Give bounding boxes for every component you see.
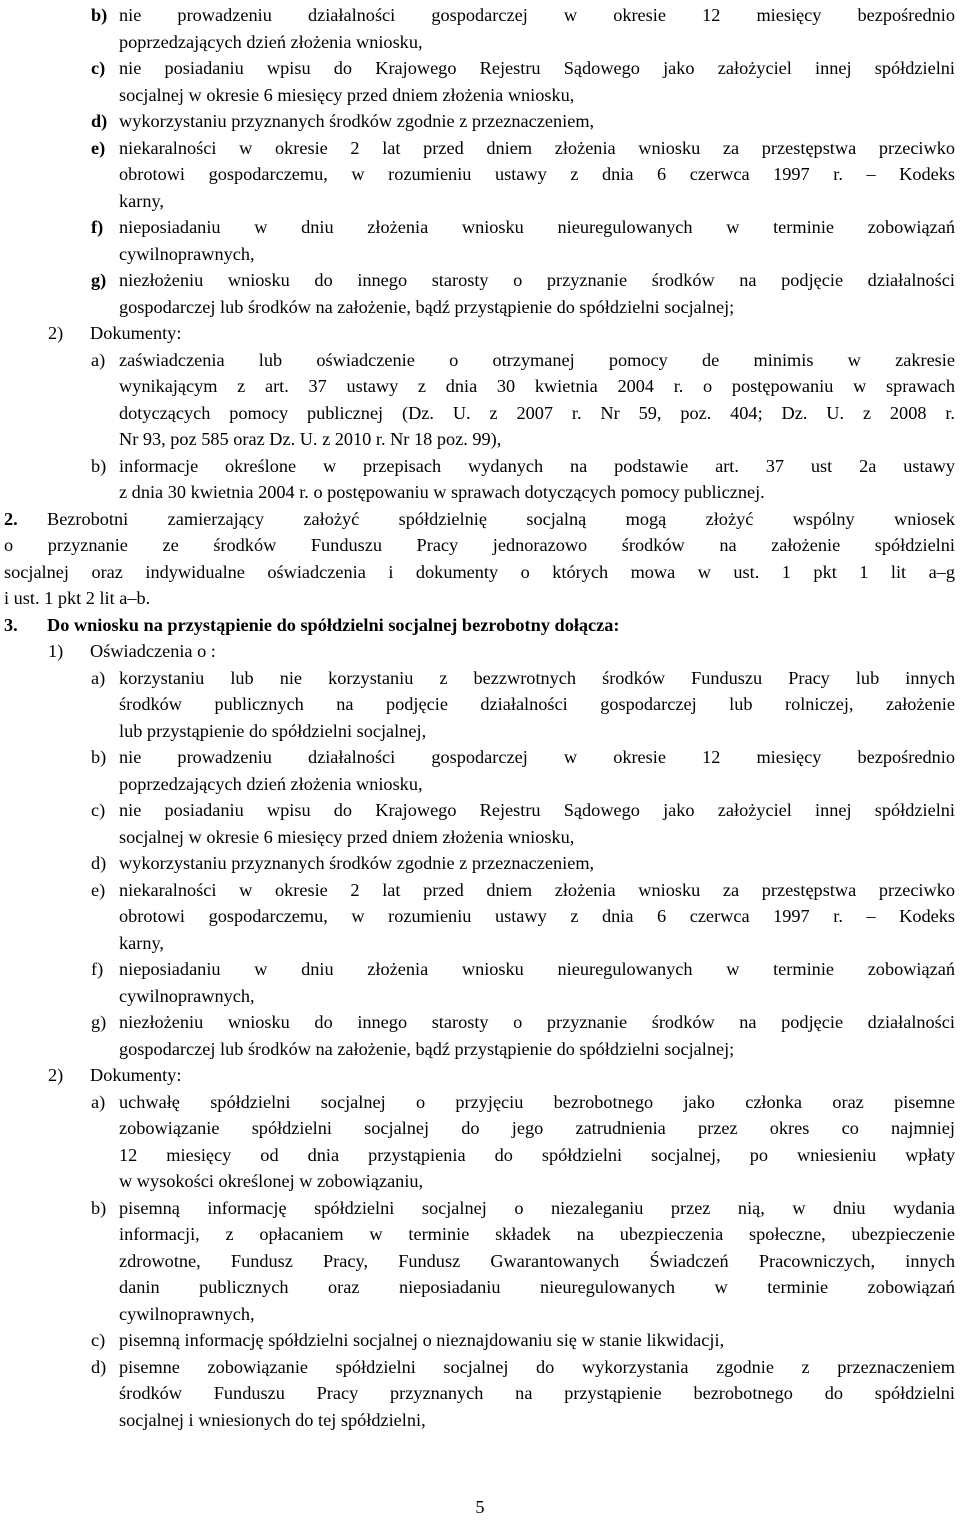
text-line: karny, [119, 191, 165, 211]
list-item-label: 2. [4, 509, 18, 529]
list-item-label: 1) [48, 641, 64, 661]
text-line: uchwałę spółdzielni socjalnej o przyjęciu bezrobotnego jako członka oraz pisemne [119, 1092, 955, 1112]
text-line: korzystaniu lub nie korzystaniu z bezzwrotnych środków Funduszu Pracy lub innych [119, 668, 955, 688]
text-line: zobowiązanie spółdzielni socjalnej do jego zatrudnienia przez okres co najmniej [119, 1118, 955, 1138]
text-line: 12 miesięcy od dnia przystąpienia do spółdzielni socjalnej, po wniesieniu wpłaty [119, 1145, 955, 1165]
list-item-label: c) [91, 58, 106, 78]
text-line: pisemne zobowiązanie spółdzielni socjalnej do wykorzystania zgodnie z przeznaczeniem [119, 1357, 955, 1377]
text-line: nie posiadaniu wpisu do Krajowego Rejestru Sądowego jako założyciel innej spółdzielni [119, 800, 955, 820]
text-line: poprzedzających dzień złożenia wniosku, [119, 774, 423, 794]
list-item-label: c) [91, 1330, 106, 1350]
text-line: gospodarczej lub środków na założenie, bądź przystąpienie do spółdzielni socjalnej; [119, 1039, 735, 1059]
list-item-label: g) [91, 270, 107, 290]
list-item-label: a) [91, 350, 106, 370]
list-item-label: d) [91, 853, 107, 873]
text-line: nie prowadzeniu działalności gospodarczej w okresie 12 miesięcy bezpośrednio [119, 5, 955, 25]
text-line: zaświadczenia lub oświadczenie o otrzymanej pomocy de minimis w zakresie [119, 350, 955, 370]
text-line: o przyznanie ze środków Funduszu Pracy jednorazowo środków na założenie spółdzielni [4, 535, 955, 555]
text-line: nie prowadzeniu działalności gospodarczej w okresie 12 miesięcy bezpośrednio [119, 747, 955, 767]
text-line: Dokumenty: [90, 1065, 182, 1085]
text-line: gospodarczej lub środków na założenie, bądź przystąpienie do spółdzielni socjalnej; [119, 297, 735, 317]
list-item-label: b) [91, 747, 107, 767]
page-number: 5 [475, 1497, 485, 1517]
text-line: wynikającym z art. 37 ustawy z dnia 30 kwietnia 2004 r. o postępowaniu w sprawach [119, 376, 955, 396]
text-line: Oświadczenia o : [90, 641, 216, 661]
text-line: Bezrobotni zamierzający założyć spółdzielnię socjalną mogą złożyć wspólny wniosek [47, 509, 955, 529]
text-line: obrotowi gospodarczemu, w rozumieniu ustawy z dnia 6 czerwca 1997 r. ‒ Kodeks [119, 906, 955, 926]
list-item-label: 2) [48, 1065, 64, 1085]
text-line: cywilnoprawnych, [119, 986, 255, 1006]
text-line: nie posiadaniu wpisu do Krajowego Rejestru Sądowego jako założyciel innej spółdzielni [119, 58, 955, 78]
list-item-label: g) [91, 1012, 107, 1032]
text-line: niezłożeniu wniosku do innego starosty o przyznanie środków na podjęcie działalności [119, 1012, 955, 1032]
list-item-label: 3. [4, 615, 18, 635]
text-line: socjalnej oraz indywidualne oświadczenia i dokumenty o których mowa w ust. 1 pkt 1 lit a‒g [4, 562, 955, 582]
list-item-label: f) [91, 217, 104, 237]
text-line: Do wniosku na przystąpienie do spółdzielni socjalnej bezrobotny dołącza: [47, 615, 620, 635]
text-line: informacje określone w przepisach wydanych na podstawie art. 37 ust 2a ustawy [119, 456, 955, 476]
text-line: środków publicznych na podjęcie działalności gospodarczej lub rolniczej, założenie [119, 694, 955, 714]
text-line: środków Funduszu Pracy przyznanych na przystąpienie bezrobotnego do spółdzielni [119, 1383, 955, 1403]
text-line: z dnia 30 kwietnia 2004 r. o postępowaniu w sprawach dotyczących pomocy publicznej. [119, 482, 765, 502]
list-item-label: 2) [48, 323, 64, 343]
text-line: Dokumenty: [90, 323, 182, 343]
text-line: nieposiadaniu w dniu złożenia wniosku nieuregulowanych w terminie zobowiązań [119, 217, 955, 237]
list-item-label: a) [91, 1092, 106, 1112]
text-line: cywilnoprawnych, [119, 1304, 255, 1324]
text-line: poprzedzających dzień złożenia wniosku, [119, 32, 423, 52]
text-line: nieposiadaniu w dniu złożenia wniosku nieuregulowanych w terminie zobowiązań [119, 959, 955, 979]
text-line: wykorzystaniu przyznanych środków zgodnie z przeznaczeniem, [119, 853, 595, 873]
list-item-label: f) [91, 959, 104, 979]
list-item-label: b) [91, 456, 107, 476]
list-item-label: c) [91, 800, 106, 820]
text-line: socjalnej w okresie 6 miesięcy przed dniem złożenia wniosku, [119, 85, 575, 105]
text-line: niekaralności w okresie 2 lat przed dniem złożenia wniosku za przestępstwa przeciwko [119, 880, 955, 900]
text-line: pisemną informację spółdzielni socjalnej o nieznajdowaniu się w stanie likwidacji, [119, 1330, 725, 1350]
text-line: cywilnoprawnych, [119, 244, 255, 264]
list-item-label: e) [91, 880, 106, 900]
text-line: informacji, z opłacaniem w terminie składek na ubezpieczenia społeczne, ubezpieczenie [119, 1224, 955, 1244]
text-line: niekaralności w okresie 2 lat przed dniem złożenia wniosku za przestępstwa przeciwko [119, 138, 955, 158]
list-item-label: d) [91, 111, 108, 131]
text-line: w wysokości określonej w zobowiązaniu, [119, 1171, 424, 1191]
list-item-label: a) [91, 668, 106, 688]
text-line: lub przystąpienie do spółdzielni socjalnej, [119, 721, 427, 741]
text-line: danin publicznych oraz nieposiadaniu nieuregulowanych w terminie zobowiązań [119, 1277, 955, 1297]
text-line: socjalnej w okresie 6 miesięcy przed dniem złożenia wniosku, [119, 827, 575, 847]
list-item-label: b) [91, 1198, 107, 1218]
text-line: zdrowotne, Fundusz Pracy, Fundusz Gwarantowanych Świadczeń Pracowniczych, innych [119, 1251, 955, 1271]
text-line: dotyczących pomocy publicznej (Dz. U. z 2007 r. Nr 59, poz. 404; Dz. U. z 2008 r. [119, 403, 955, 423]
text-line: socjalnej i wniesionych do tej spółdzielni, [119, 1410, 426, 1430]
list-item-label: b) [91, 5, 108, 25]
text-line: wykorzystaniu przyznanych środków zgodnie z przeznaczeniem, [119, 111, 595, 131]
text-line: karny, [119, 933, 165, 953]
list-item-label: d) [91, 1357, 107, 1377]
text-line: Nr 93, poz 585 oraz Dz. U. z 2010 r. Nr 18 poz. 99), [119, 429, 502, 449]
list-item-label: e) [91, 138, 106, 158]
text-line: pisemną informację spółdzielni socjalnej o niezaleganiu przez nią, w dniu wydania [119, 1198, 955, 1218]
text-line: obrotowi gospodarczemu, w rozumieniu ustawy z dnia 6 czerwca 1997 r. ‒ Kodeks [119, 164, 955, 184]
text-line: niezłożeniu wniosku do innego starosty o przyznanie środków na podjęcie działalności [119, 270, 955, 290]
text-line: i ust. 1 pkt 2 lit a‒b. [4, 588, 151, 608]
